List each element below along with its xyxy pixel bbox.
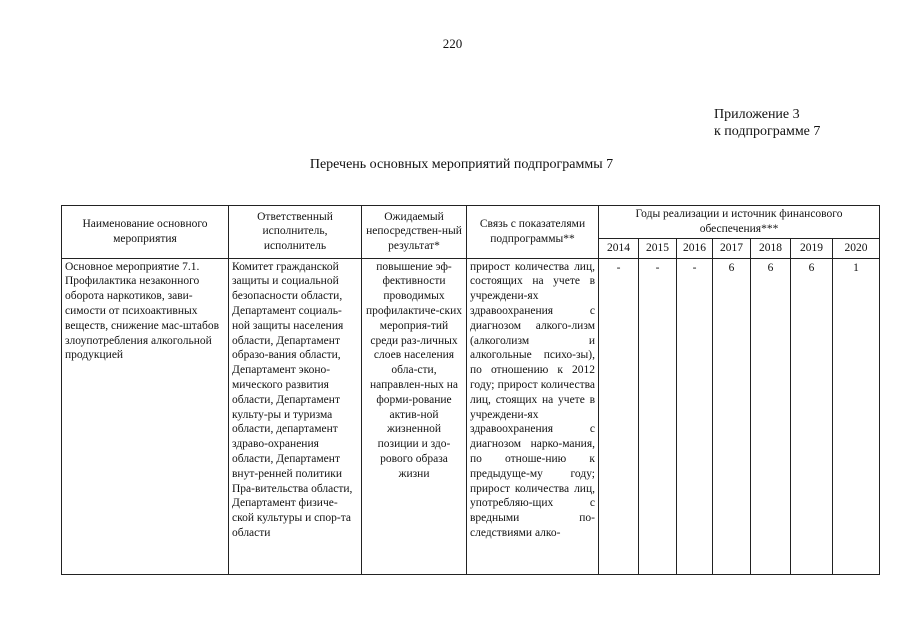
value-2019-cell: 6 — [791, 258, 833, 574]
appendix-line-2: к подпрограмме 7 — [714, 124, 821, 139]
value-2014-cell: - — [599, 258, 639, 574]
value-2020-cell: 1 — [833, 258, 880, 574]
page-number: 220 — [442, 36, 463, 51]
expected-result-cell: повышение эф-фективности проводимых профилактиче-ских мероприя-тий среди раз-личных слоев населения обла-сти, направлен-ных на форми-рование актив-ной жизненной позиции и здо-рового образа жизни — [362, 258, 467, 574]
value-2015-cell: - — [639, 258, 677, 574]
appendix-note — [714, 106, 820, 140]
measure-name-cell: Основное мероприятие 7.1. Профилактика незаконного оборота наркотиков, зави-симости от психоактивных веществ, снижение мас-штабов злоупотребления алкогольной продукцией — [62, 258, 229, 574]
appendix-line-1: Приложение 3 — [714, 107, 800, 122]
header-executor: Ответственный исполнитель, исполнитель — [229, 206, 362, 259]
header-year-2016: 2016 — [677, 238, 713, 258]
value-2017-cell: 6 — [713, 258, 751, 574]
value-2018-cell: 6 — [751, 258, 791, 574]
header-year-2015: 2015 — [639, 238, 677, 258]
indicator-link-cell: прирост количества лиц, состоящих на учете в учреждени-ях здравоохранения с диагнозом алкого-лизм (алкоголизм и алкогольные психо-зы), по отношению к 2012 году; прирост количества лиц, стоящих на учете в учреждени-ях здравоохранения с диагнозом нарко-мания, по отноше-нию к предыдуще-му году; прирост количества лиц, употребляю-щих с вредными по-следствиями алко- — [467, 258, 599, 574]
header-year-2018: 2018 — [751, 238, 791, 258]
header-result: Ожидаемый непосредствен-ный результат* — [362, 206, 467, 259]
header-year-2019: 2019 — [791, 238, 833, 258]
executor-cell: Комитет гражданской защиты и социальной безопасности области, Департамент социаль-ной защиты населения области, Департамент образо-вания области, Департамент эконо-мического развития области, Департамент культу-ры и туризма области, департамент здраво-охранения области, Департамент внут-ренней политики Пра-вительства области, Департамент физиче-ской культуры и спор-та области — [229, 258, 362, 574]
header-name: Наименование основного мероприятия — [62, 206, 229, 259]
document-title: Перечень основных мероприятий подпрограммы 7 — [309, 157, 614, 172]
header-year-2017: 2017 — [713, 238, 751, 258]
header-link: Связь с показателями подпрограммы** — [467, 206, 599, 259]
table-row — [62, 258, 880, 574]
header-years-group: Годы реализации и источник финансового обеспечения*** — [599, 206, 880, 239]
value-2016-cell: - — [677, 258, 713, 574]
header-year-2020: 2020 — [833, 238, 880, 258]
measures-table — [61, 205, 880, 575]
header-year-2014: 2014 — [599, 238, 639, 258]
